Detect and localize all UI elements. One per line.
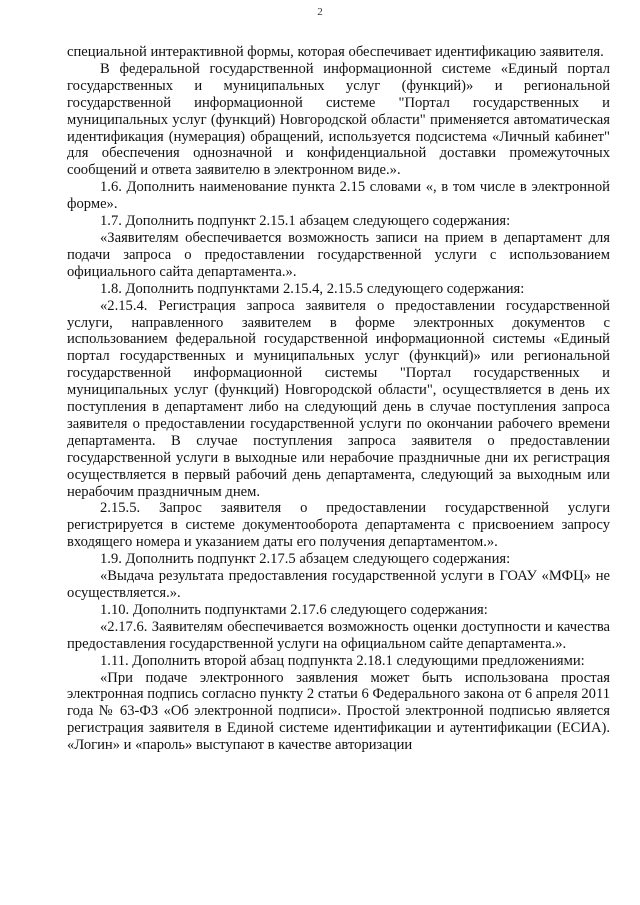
paragraph: 1.10. Дополнить подпунктами 2.17.6 следующего содержания: <box>100 601 488 618</box>
paragraph: «Выдача результата предоставления государственной услуги в ГОАУ «МФЦ» не осуществляется.». <box>67 568 610 601</box>
paragraph: специальной интерактивной формы, которая обеспечивает идентификацию заявителя. <box>67 44 604 60</box>
paragraph: «2.17.6. Заявителям обеспечивается возможность оценки доступности и качества предоставления государственной услуги на официальном сайте департамента.». <box>67 618 610 652</box>
paragraph: 1.11. Дополнить второй абзац подпункта 2.18.1 следующими предложениями: <box>100 652 585 669</box>
paragraph: 2.15.5. Запрос заявителя о предоставлении государственной услуги регистрируется в системе документооборота департамента с присвоением запросу входящего номера и указанием даты его получения департаментом.». <box>67 500 610 551</box>
paragraph: 1.9. Дополнить подпункт 2.17.5 абзацем следующего содержания: <box>100 551 511 568</box>
paragraph: 1.8. Дополнить подпунктами 2.15.4, 2.15.5 следующего содержания: <box>100 280 525 297</box>
paragraph: 1.6. Дополнить наименование пункта 2.15 словами «, в том числе в электронной форме». <box>67 179 610 213</box>
paragraph: «2.15.4. Регистрация запроса заявителя о предоставлении государственной услуги, направленного заявителем в форме электронных документов с использованием федеральной государственной информационной системы «Единый портал государственных и муниципальных услуг (функций)» или региональной государственной информационной системы "Портал государственных и муниципальных услуг (функций) Новгородской области", осуществляется в день их поступления в департамент либо на следующий день в случае поступления запроса заявителя о предоставлении государственной услуги по окончании рабочего времени департамента. В случае поступления запроса заявителя о предоставлении государственной услуги в выходные или нерабочие праздничные дни их регистрация осуществляется в первый рабочий день департамента, следующий за выходным или нерабочим праздничным днем. <box>67 297 610 500</box>
paragraph: «Заявителям обеспечивается возможность записи на прием в департамент для подачи запроса о предоставлении государственной услуги с использованием официального сайта департамента.». <box>67 229 610 280</box>
page-number: 2 <box>317 6 323 18</box>
paragraph: В федеральной государственной информационной системе «Единый портал государственных и муниципальных услуг (функций)» и региональной государственной информационной системе "Портал государственных и муниципальных услуг (функций) Новгородской области" применяется автоматическая идентификация (нумерация) обращений, используется подсистема «Личный кабинет" для обеспечения однозначной и конфиденциальной доставки промежуточных сообщений и ответа заявителю в электронном виде.». <box>67 60 610 179</box>
document-body <box>67 44 610 754</box>
paragraph: «При подаче электронного заявления может быть использована простая электронная подпись согласно пункту 2 статьи 6 Федерального закона от 6 апреля 2011 года № 63-ФЗ «Об электронной подписи». Простой электронной подписью является регистрация заявителя в Единой системе идентификации и аутентификации (ЕСИА). «Логин» и «пароль» выступают в качестве авторизации <box>67 669 610 754</box>
paragraph: 1.7. Дополнить подпункт 2.15.1 абзацем следующего содержания: <box>100 213 511 230</box>
